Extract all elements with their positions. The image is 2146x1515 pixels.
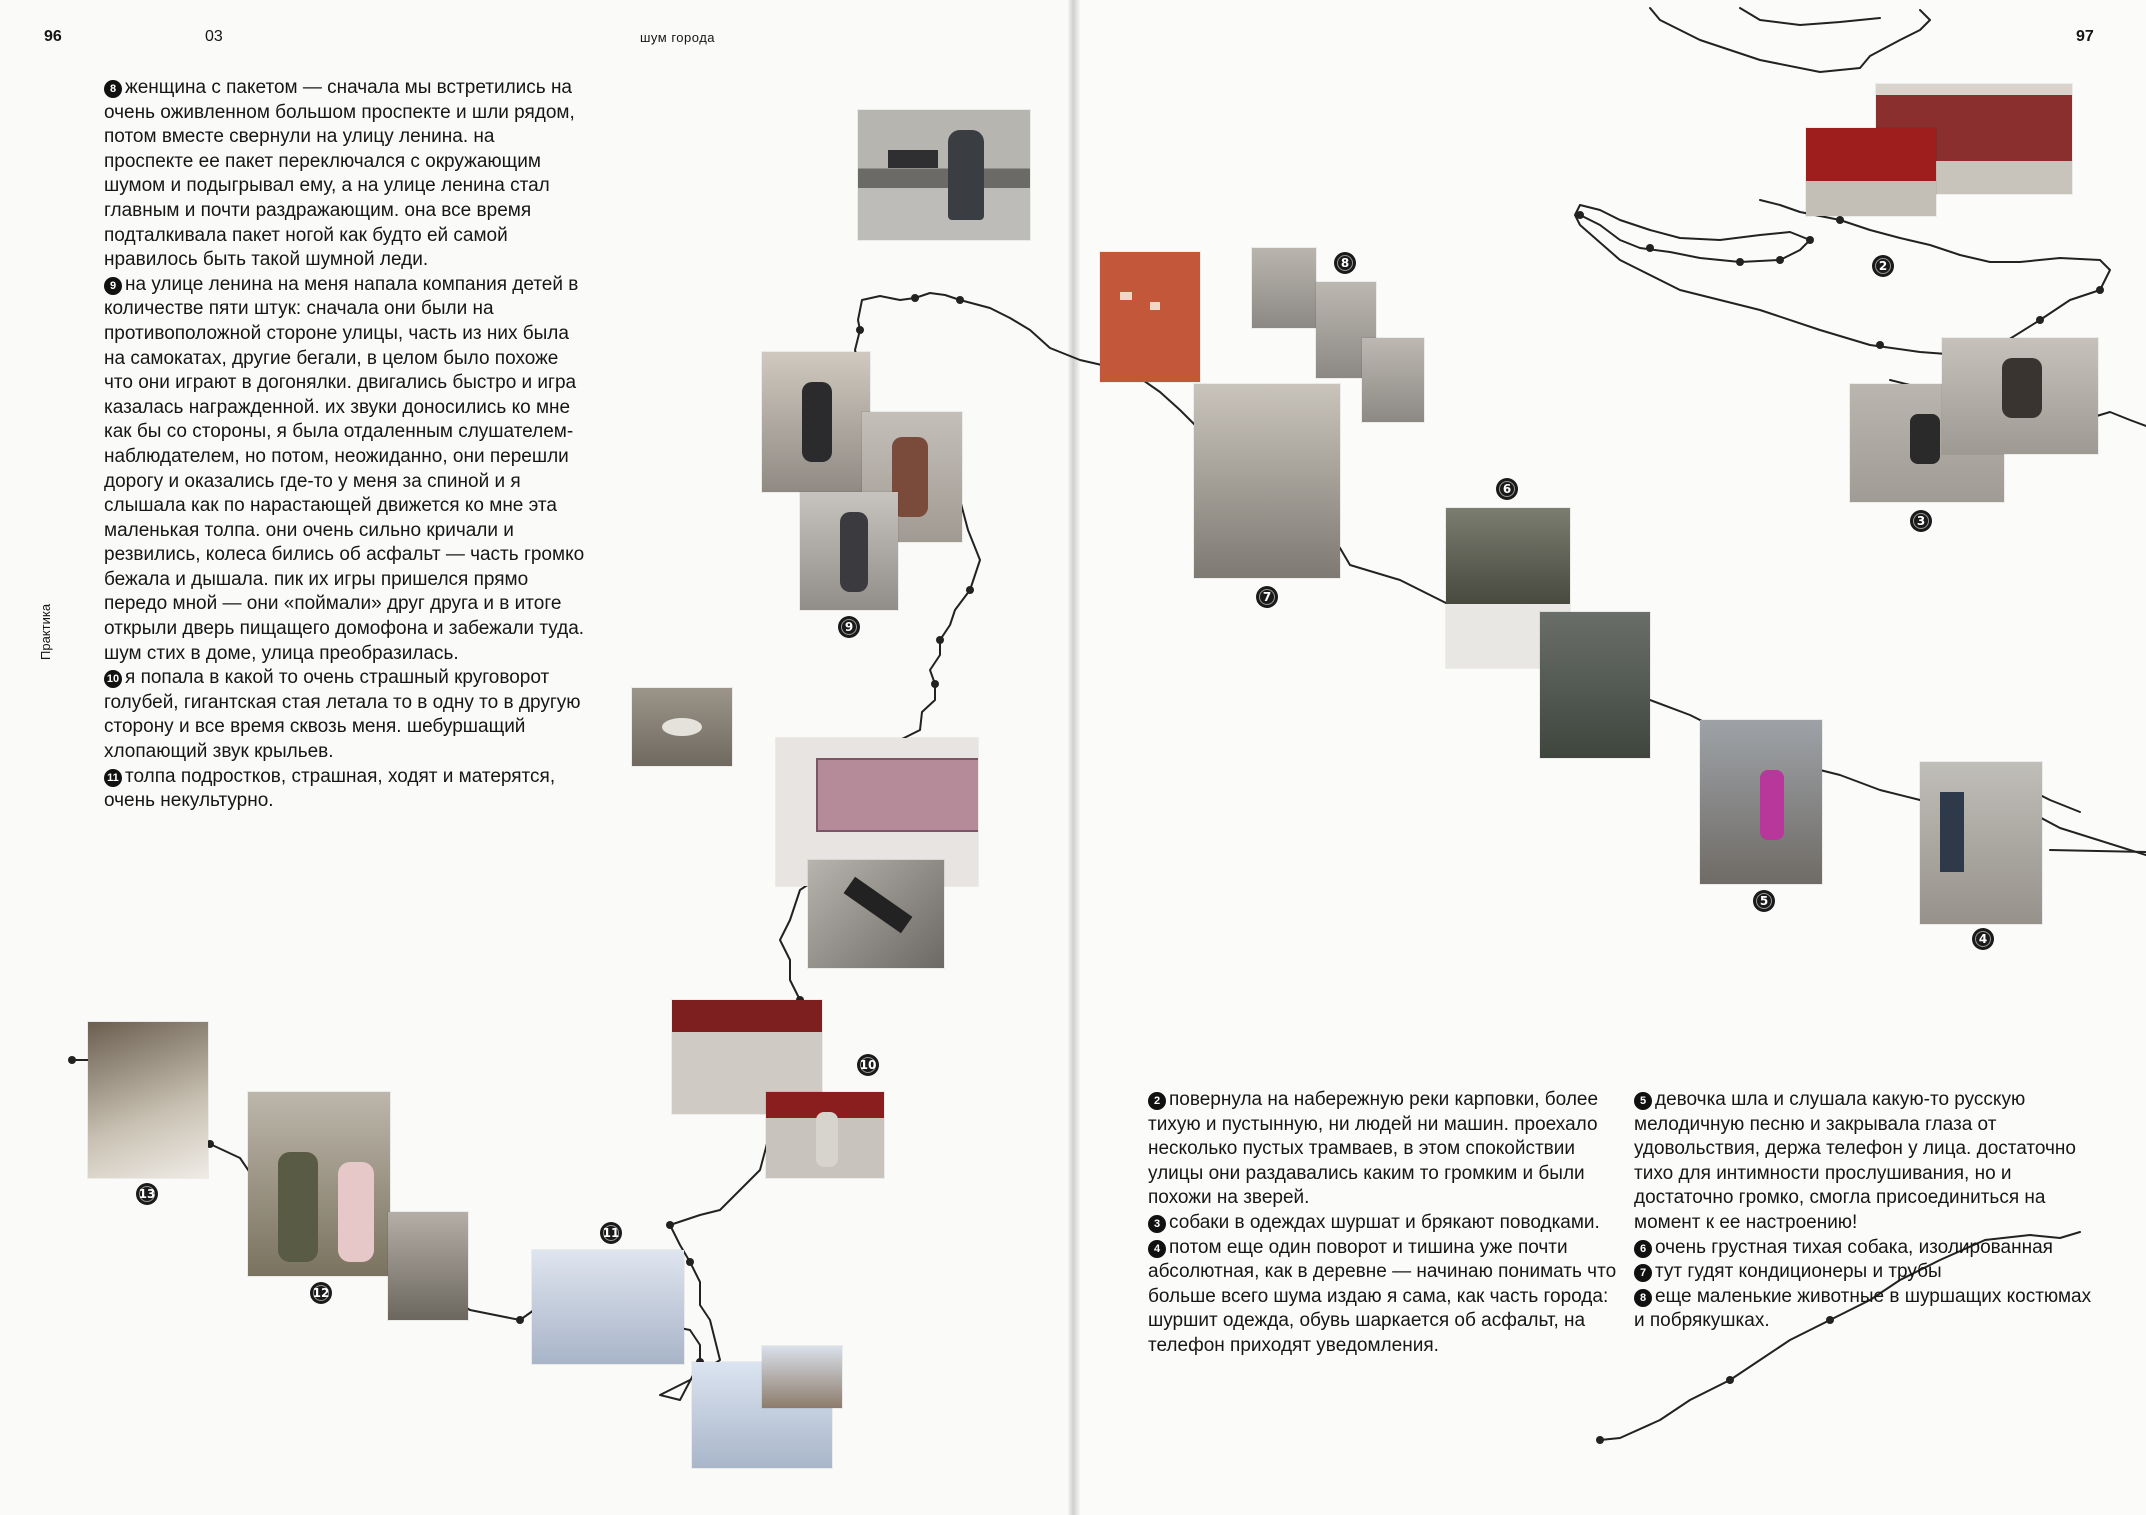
photo-dogs-clothes-2: [1942, 338, 2098, 454]
marker-8: 8: [1334, 252, 1356, 274]
note-number: 10: [104, 670, 122, 688]
note-item: [1148, 1211, 1618, 1236]
photo-building-facade: [1194, 384, 1340, 578]
note-text: еще маленькие животные в шуршащих костюмах и побрякушках.: [1634, 1285, 2092, 1332]
photo-pigeon: [632, 688, 732, 766]
note-item: [1634, 1260, 2104, 1285]
note-text: девочка шла и слушала какую-то русскую мелодичную песню и закрывала глаза от удовольствия, держа телефон у лица. достаточно тихо для интимности прослушивания, но и достаточно громко, смогла присоединиться на момент к ее настроению!: [1634, 1089, 2076, 1233]
photo-building-corner: [88, 1022, 208, 1178]
photo-crowd-2: [388, 1212, 468, 1320]
note-text: потом еще один поворот и тишина уже почти абсолютная, как в деревне — начинаю понимать что больше всего шума издаю я сама, как часть города: шуршит одежда, обувь шаркается об асфальт, на телефон приходят уведомления.: [1148, 1236, 1617, 1356]
photo-dog-legs-3: [1362, 338, 1424, 422]
marker-4: 4: [1972, 928, 1994, 950]
note-item: [104, 666, 589, 764]
left-page-number: 96: [44, 28, 62, 45]
left-text-column: [104, 76, 589, 814]
note-number: 2: [1148, 1092, 1166, 1110]
note-item: [1148, 1236, 1618, 1359]
marker-6: 6: [1496, 478, 1518, 500]
photo-fence: [1540, 612, 1650, 758]
marker-13: 13: [136, 1183, 158, 1205]
note-text: тут гудят кондиционеры и трубы: [1655, 1261, 1942, 1283]
note-text: женщина с пакетом — сначала мы встретились на очень оживленном большом проспекте и шли рядом, потом вместе свернули на улицу ленина. на проспекте ее пакет переключался с окружающим шумом и подыгрывал ему, а на улице ленина стал главным и почти раздражающим. она все время подталкивала пакет ногой как будто ей самой нравилось быть такой шумной леди.: [104, 77, 575, 271]
photo-sky-wires: [532, 1250, 684, 1364]
note-text: я попала в какой то очень страшный круговорот голубей, гигантская стая летала то в одну то в другую сторону и все время сквозь меня. шебуршащий хлопающий звук крыльев.: [104, 667, 581, 763]
note-number: 9: [104, 277, 122, 295]
marker-9: 9: [838, 616, 860, 638]
note-number: 8: [1634, 1289, 1652, 1307]
note-number: 3: [1148, 1215, 1166, 1233]
photo-teens-2: [766, 1092, 884, 1178]
side-label: Практика: [38, 603, 53, 660]
marker-2: 2: [1872, 255, 1894, 277]
note-number: 6: [1634, 1240, 1652, 1258]
note-item: [1634, 1088, 2104, 1236]
marker-11: 11: [600, 1222, 622, 1244]
note-item: [1634, 1285, 2104, 1334]
right-text-column-2: [1634, 1088, 2104, 1334]
note-text: собаки в одеждах шуршат и брякают поводками.: [1169, 1211, 1600, 1233]
photo-tram-2: [1806, 128, 1936, 216]
note-number: 4: [1148, 1240, 1166, 1258]
photo-crowd-street: [248, 1092, 390, 1276]
running-head: шум города: [640, 30, 716, 45]
note-number: 11: [104, 769, 122, 787]
section-number: 03: [205, 28, 223, 45]
marker-5: 5: [1753, 890, 1775, 912]
photo-feet: [1920, 762, 2042, 924]
note-text: повернула на набережную реки карповки, более тихую и пустынную, ни людей ни машин. проехало несколько пустых трамваев, в этом спокойствии улицы они раздавались каким то громким и были похожи на зверей.: [1148, 1089, 1599, 1209]
note-item: [104, 765, 589, 814]
photo-rooftops: [762, 1346, 842, 1408]
marker-12: 12: [310, 1282, 332, 1304]
note-number: 8: [104, 80, 122, 98]
note-number: 7: [1634, 1264, 1652, 1282]
note-number: 5: [1634, 1092, 1652, 1110]
marker-7: 7: [1256, 586, 1278, 608]
note-text: толпа подростков, страшная, ходят и матерятся, очень некультурно.: [104, 765, 556, 812]
photo-street-woman: [858, 110, 1030, 240]
note-item: [104, 76, 589, 273]
right-text-column-1: [1148, 1088, 1618, 1359]
photo-red-panel: [1100, 252, 1200, 382]
note-item: [1148, 1088, 1618, 1211]
photo-doorhandle: [808, 860, 944, 968]
note-item: [1634, 1236, 2104, 1261]
note-item: [104, 273, 589, 667]
marker-10: 10: [857, 1054, 879, 1076]
note-text: на улице ленина на меня напала компания детей в количестве пяти штук: сначала они были на противоположной стороне улицы, часть из них была на самокатах, другие бегали, в целом было похоже что они играют в догонялки. двигались быстро и игра казалась награжденной. их звуки доносились ко мне как бы со стороны, я была отдаленным слушателем-наблюдателем, но потом, неожиданно, они перешли дорогу и оказались где-то у меня за спиной и я слышала как по нарастающей движется ко мне эта маленькая толпа. они очень сильно кричали и резвились, колеса бились об асфальт — часть громко бежала и дышала. пик их игры пришелся прямо передо мной — они «поймали» друг друга и в итоге открыли дверь пищащего домофона и забежали туда. шум стих в доме, улица преобразилась.: [104, 273, 585, 664]
right-page-number: 97: [2076, 28, 2094, 45]
photo-girl-phone: [1700, 720, 1822, 884]
note-text: очень грустная тихая собака, изолированная: [1655, 1236, 2053, 1258]
photo-children-1: [762, 352, 870, 492]
sign-plate: [816, 758, 978, 832]
marker-3: 3: [1910, 510, 1932, 532]
photo-dog-legs-1: [1252, 248, 1316, 328]
photo-children-3: [800, 492, 898, 610]
